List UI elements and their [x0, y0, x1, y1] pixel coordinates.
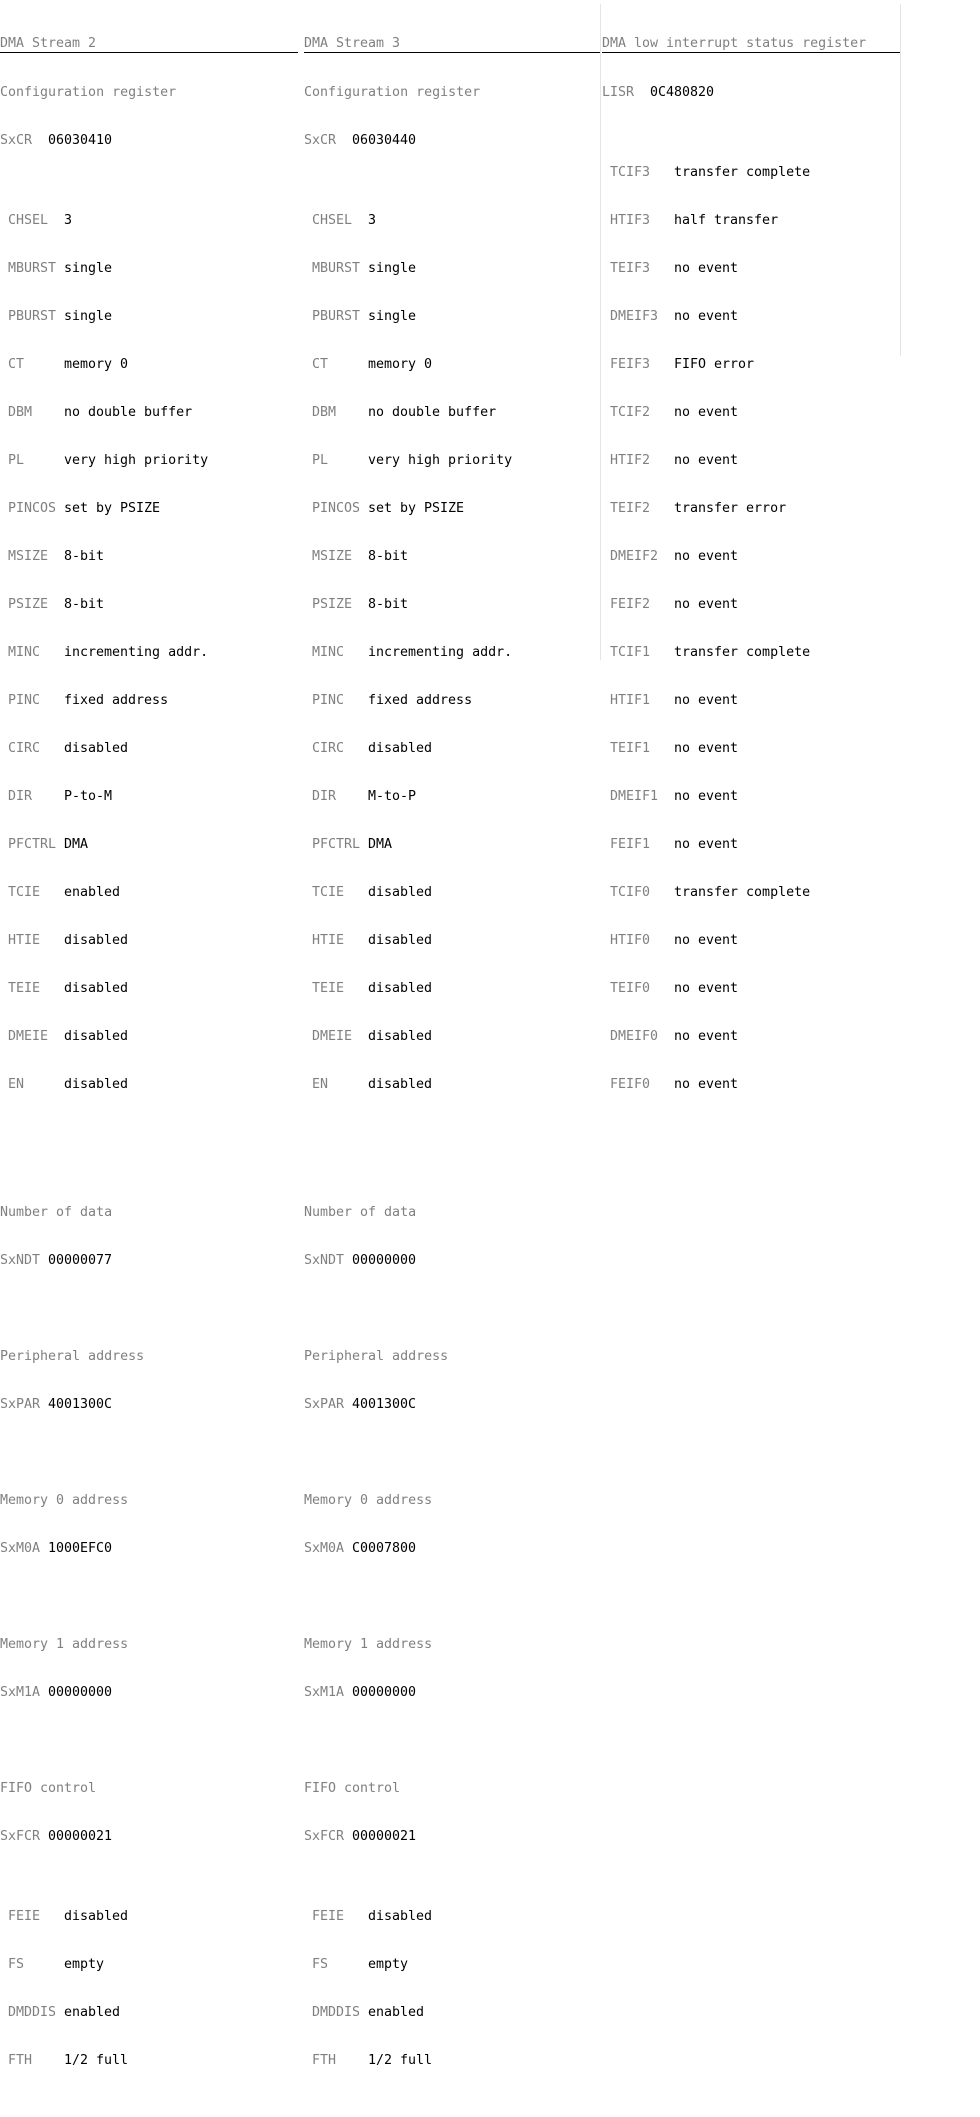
field-name: EN: [312, 1077, 329, 1092]
field-row: [602, 885, 900, 901]
field-row: [0, 2053, 298, 2069]
field-value: fixed address: [64, 693, 169, 708]
field-row: [0, 1077, 298, 1093]
field-value: very high priority: [64, 453, 209, 468]
field-value: disabled: [64, 1077, 129, 1092]
field-value: disabled: [368, 1909, 433, 1924]
register-value: 00000000: [48, 1685, 113, 1700]
register-value: 4001300C: [48, 1397, 113, 1412]
cr-register-row: [304, 133, 600, 149]
field-name: CHSEL: [8, 213, 49, 228]
field-value: DMA: [368, 837, 393, 852]
field-name: FEIF3: [610, 357, 651, 372]
field-value: 8-bit: [64, 549, 105, 564]
par-heading: Peripheral address: [0, 1349, 145, 1364]
field-value: 8-bit: [368, 549, 409, 564]
field-name: MBURST: [8, 261, 57, 276]
register-name: SxCR: [0, 133, 33, 148]
par-register-row: [0, 1397, 298, 1413]
field-value: FIFO error: [674, 357, 755, 372]
field-value: transfer complete: [674, 645, 811, 660]
field-row: [304, 309, 600, 325]
dma-stream-2-panel: [0, 4, 298, 2117]
field-value: disabled: [64, 741, 129, 756]
field-value: no event: [674, 789, 739, 804]
field-name: HTIE: [8, 933, 41, 948]
par-heading: Peripheral address: [304, 1349, 449, 1364]
config-register-heading: Configuration register: [0, 85, 177, 100]
field-name: FEIF1: [610, 837, 651, 852]
dma-stream-3-panel: [304, 4, 601, 2068]
field-row: [304, 837, 600, 853]
field-value: single: [368, 261, 417, 276]
register-name: SxNDT: [0, 1253, 41, 1268]
field-row: [0, 981, 298, 997]
field-row: [0, 453, 298, 469]
field-value: single: [64, 261, 113, 276]
field-value: enabled: [64, 2005, 121, 2020]
field-value: disabled: [368, 981, 433, 996]
field-name: PL: [312, 453, 329, 468]
fcr-heading: FIFO control: [304, 1781, 401, 1796]
field-row: [602, 261, 900, 277]
field-name: PFCTRL: [312, 837, 361, 852]
ndt-register-row: [304, 1253, 600, 1269]
field-row: [0, 213, 298, 229]
register-value: 00000000: [352, 1253, 417, 1268]
spacer: [0, 1445, 298, 1461]
field-value: no event: [674, 309, 739, 324]
field-value: enabled: [368, 2005, 425, 2020]
field-value: no event: [674, 405, 739, 420]
field-row: [0, 1029, 298, 1045]
register-name: SxNDT: [304, 1253, 345, 1268]
spacer: [304, 1445, 600, 1461]
field-name: DMEIE: [312, 1029, 353, 1044]
field-name: TCIF2: [610, 405, 651, 420]
field-value: no double buffer: [64, 405, 193, 420]
field-name: CIRC: [8, 741, 41, 756]
lisr-register-row: [602, 85, 900, 101]
field-value: no event: [674, 453, 739, 468]
fifo-field-list: [0, 1877, 298, 2101]
register-value: 4001300C: [352, 1397, 417, 1412]
field-name: TEIF1: [610, 741, 651, 756]
field-row: [0, 261, 298, 277]
field-value: no event: [674, 837, 739, 852]
field-name: TCIE: [8, 885, 41, 900]
field-value: no event: [674, 261, 739, 276]
field-name: DMDDIS: [8, 2005, 57, 2020]
spacer: [304, 1301, 600, 1317]
field-name: HTIF0: [610, 933, 651, 948]
field-row: [304, 501, 600, 517]
spacer: [304, 1733, 600, 1749]
panel-title: DMA low interrupt status register: [602, 36, 900, 53]
field-row: [304, 405, 600, 421]
field-name: TCIF1: [610, 645, 651, 660]
field-row: [602, 213, 900, 229]
field-value: memory 0: [64, 357, 129, 372]
field-name: HTIF2: [610, 453, 651, 468]
spacer: [304, 1157, 600, 1173]
field-value: no event: [674, 981, 739, 996]
field-name: TEIF0: [610, 981, 651, 996]
field-row: [304, 453, 600, 469]
field-value: disabled: [64, 1909, 129, 1924]
field-value: transfer error: [674, 501, 787, 516]
field-row: [304, 789, 600, 805]
field-name: HTIF1: [610, 693, 651, 708]
field-row: [304, 1077, 600, 1093]
fcr-heading: FIFO control: [0, 1781, 97, 1796]
field-value: empty: [64, 1957, 105, 1972]
field-name: TCIF0: [610, 885, 651, 900]
field-value: empty: [368, 1957, 409, 1972]
field-row: [602, 789, 900, 805]
field-value: set by PSIZE: [368, 501, 465, 516]
field-row: [602, 645, 900, 661]
panel-title: DMA Stream 2: [0, 36, 298, 53]
m0a-heading: Memory 0 address: [0, 1493, 129, 1508]
field-name: DBM: [8, 405, 33, 420]
register-value: 00000000: [352, 1685, 417, 1700]
field-name: MINC: [312, 645, 345, 660]
field-row: [0, 645, 298, 661]
field-name: HTIE: [312, 933, 345, 948]
field-row: [304, 933, 600, 949]
fcr-register-row: [0, 1829, 298, 1845]
field-name: DMEIF3: [610, 309, 659, 324]
field-row: [304, 261, 600, 277]
ndt-register-row: [0, 1253, 298, 1269]
par-register-row: [304, 1397, 600, 1413]
field-value: disabled: [64, 981, 129, 996]
field-row: [0, 789, 298, 805]
fcr-register-row: [304, 1829, 600, 1845]
field-name: MBURST: [312, 261, 361, 276]
field-value: M-to-P: [368, 789, 417, 804]
field-row: [304, 693, 600, 709]
field-row: [304, 357, 600, 373]
field-name: FEIE: [8, 1909, 41, 1924]
register-value: 06030440: [352, 133, 417, 148]
field-name: CT: [312, 357, 329, 372]
field-row: [602, 933, 900, 949]
m0a-register-row: [304, 1541, 600, 1557]
field-name: DMEIF1: [610, 789, 659, 804]
field-row: [304, 1029, 600, 1045]
field-row: [0, 549, 298, 565]
register-value: 0C480820: [650, 85, 715, 100]
field-value: set by PSIZE: [64, 501, 161, 516]
field-row: [0, 309, 298, 325]
field-value: no event: [674, 1029, 739, 1044]
field-row: [0, 693, 298, 709]
field-name: TCIE: [312, 885, 345, 900]
field-name: MSIZE: [8, 549, 49, 564]
register-value: 06030410: [48, 133, 113, 148]
field-row: [304, 1957, 600, 1973]
cr-register-row: [0, 133, 298, 149]
field-row: [602, 501, 900, 517]
field-name: MSIZE: [312, 549, 353, 564]
field-name: CT: [8, 357, 25, 372]
field-value: no event: [674, 933, 739, 948]
config-register-heading: Configuration register: [304, 85, 481, 100]
panel-title: DMA Stream 3: [304, 36, 600, 53]
register-value: 00000021: [48, 1829, 113, 1844]
field-row: [602, 693, 900, 709]
field-name: EN: [8, 1077, 25, 1092]
register-name: SxM0A: [304, 1541, 345, 1556]
register-value: 1000EFC0: [48, 1541, 113, 1556]
register-value: 00000077: [48, 1253, 113, 1268]
field-row: [602, 453, 900, 469]
field-value: disabled: [368, 741, 433, 756]
field-name: TCIF3: [610, 165, 651, 180]
spacer: [0, 1589, 298, 1605]
field-value: 1/2 full: [64, 2053, 129, 2068]
field-value: disabled: [64, 933, 129, 948]
field-row: [304, 597, 600, 613]
cr-field-list: [304, 181, 600, 1125]
register-value: C0007800: [352, 1541, 417, 1556]
field-value: single: [368, 309, 417, 324]
field-name: CHSEL: [312, 213, 353, 228]
field-row: [0, 885, 298, 901]
register-name: LISR: [602, 85, 635, 100]
field-row: [304, 741, 600, 757]
field-value: transfer complete: [674, 885, 811, 900]
register-name: SxM1A: [304, 1685, 345, 1700]
lisr-panel: [602, 4, 901, 1092]
m0a-heading: Memory 0 address: [304, 1493, 433, 1508]
field-value: incrementing addr.: [368, 645, 513, 660]
field-name: TEIE: [8, 981, 41, 996]
field-name: DMDDIS: [312, 2005, 361, 2020]
field-name: PINC: [312, 693, 345, 708]
field-value: no event: [674, 1077, 739, 1092]
field-name: TEIF2: [610, 501, 651, 516]
field-row: [304, 213, 600, 229]
field-row: [602, 741, 900, 757]
field-value: no double buffer: [368, 405, 497, 420]
register-name: SxM1A: [0, 1685, 41, 1700]
field-value: no event: [674, 741, 739, 756]
field-value: 1/2 full: [368, 2053, 433, 2068]
field-value: transfer complete: [674, 165, 811, 180]
field-row: [602, 1029, 900, 1045]
ndt-heading: Number of data: [304, 1205, 417, 1220]
m1a-register-row: [304, 1685, 600, 1701]
field-value: fixed address: [368, 693, 473, 708]
field-row: [304, 645, 600, 661]
field-name: FS: [8, 1957, 25, 1972]
field-name: TEIE: [312, 981, 345, 996]
field-row: [304, 2053, 600, 2069]
spacer: [0, 1157, 298, 1173]
field-row: [0, 741, 298, 757]
register-name: SxFCR: [0, 1829, 41, 1844]
field-value: half transfer: [674, 213, 779, 228]
register-name: SxPAR: [0, 1397, 41, 1412]
field-name: DIR: [312, 789, 337, 804]
field-name: CIRC: [312, 741, 345, 756]
field-name: HTIF3: [610, 213, 651, 228]
field-name: FEIF2: [610, 597, 651, 612]
field-row: [0, 1957, 298, 1973]
field-name: PINC: [8, 693, 41, 708]
field-name: PSIZE: [312, 597, 353, 612]
register-name: SxM0A: [0, 1541, 41, 1556]
field-name: DIR: [8, 789, 33, 804]
field-name: PBURST: [8, 309, 57, 324]
field-name: FEIF0: [610, 1077, 651, 1092]
field-row: [602, 549, 900, 565]
field-row: [0, 501, 298, 517]
field-row: [602, 309, 900, 325]
field-value: no event: [674, 549, 739, 564]
field-row: [0, 1909, 298, 1925]
field-value: incrementing addr.: [64, 645, 209, 660]
ndt-heading: Number of data: [0, 1205, 113, 1220]
m1a-heading: Memory 1 address: [0, 1637, 129, 1652]
field-value: 3: [368, 213, 377, 228]
spacer: [0, 1301, 298, 1317]
field-name: FTH: [8, 2053, 33, 2068]
m1a-register-row: [0, 1685, 298, 1701]
field-name: DMEIF2: [610, 549, 659, 564]
field-value: DMA: [64, 837, 89, 852]
field-value: 3: [64, 213, 73, 228]
field-name: DMEIF0: [610, 1029, 659, 1044]
field-value: disabled: [64, 1029, 129, 1044]
field-name: FTH: [312, 2053, 337, 2068]
register-name: SxPAR: [304, 1397, 345, 1412]
field-row: [0, 837, 298, 853]
field-value: disabled: [368, 1029, 433, 1044]
field-row: [0, 597, 298, 613]
field-name: PINCOS: [312, 501, 361, 516]
register-name: SxCR: [304, 133, 337, 148]
spacer: [304, 1589, 600, 1605]
field-row: [602, 1077, 900, 1093]
m0a-register-row: [0, 1541, 298, 1557]
field-row: [602, 165, 900, 181]
spacer: [0, 1733, 298, 1749]
field-name: PFCTRL: [8, 837, 57, 852]
field-name: PBURST: [312, 309, 361, 324]
field-value: enabled: [64, 885, 121, 900]
field-row: [0, 2005, 298, 2021]
field-name: FEIE: [312, 1909, 345, 1924]
field-row: [304, 981, 600, 997]
field-value: 8-bit: [64, 597, 105, 612]
field-row: [304, 885, 600, 901]
field-name: DMEIE: [8, 1029, 49, 1044]
field-value: single: [64, 309, 113, 324]
field-row: [304, 549, 600, 565]
field-row: [602, 837, 900, 853]
field-value: disabled: [368, 885, 433, 900]
lisr-field-list: [602, 133, 900, 1125]
field-value: 8-bit: [368, 597, 409, 612]
field-value: memory 0: [368, 357, 433, 372]
field-value: no event: [674, 597, 739, 612]
field-row: [602, 405, 900, 421]
register-value: 00000021: [352, 1829, 417, 1844]
field-value: no event: [674, 693, 739, 708]
field-name: PSIZE: [8, 597, 49, 612]
field-value: P-to-M: [64, 789, 113, 804]
field-row: [602, 981, 900, 997]
field-value: very high priority: [368, 453, 513, 468]
field-value: disabled: [368, 1077, 433, 1092]
field-row: [0, 933, 298, 949]
field-value: disabled: [368, 933, 433, 948]
field-row: [602, 357, 900, 373]
cr-field-list: [0, 181, 298, 1125]
field-name: FS: [312, 1957, 329, 1972]
field-row: [304, 1909, 600, 1925]
field-name: MINC: [8, 645, 41, 660]
field-name: PL: [8, 453, 25, 468]
m1a-heading: Memory 1 address: [304, 1637, 433, 1652]
field-row: [602, 597, 900, 613]
field-name: TEIF3: [610, 261, 651, 276]
field-row: [0, 405, 298, 421]
field-name: PINCOS: [8, 501, 57, 516]
field-row: [0, 357, 298, 373]
fifo-field-list: [304, 1877, 600, 2101]
field-name: DBM: [312, 405, 337, 420]
register-name: SxFCR: [304, 1829, 345, 1844]
field-row: [304, 2005, 600, 2021]
